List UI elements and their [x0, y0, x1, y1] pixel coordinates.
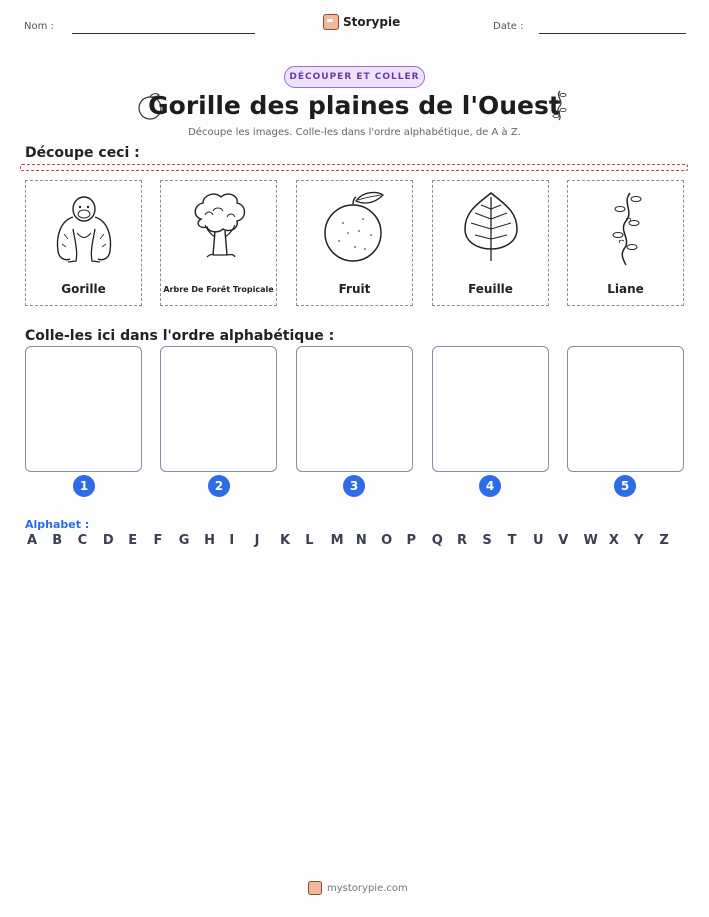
paste-slot-5[interactable] — [567, 346, 684, 472]
alphabet-letter: R — [457, 533, 468, 548]
alphabet-letter: S — [482, 533, 492, 548]
alphabet-letter: Q — [431, 533, 443, 548]
alphabet-letter: W — [583, 533, 598, 548]
vine-decoration-icon — [551, 89, 569, 121]
card-label: Liane — [607, 282, 644, 296]
alphabet-letter: I — [229, 533, 235, 548]
cut-card-feuille[interactable] — [432, 180, 549, 306]
paste-slot-1[interactable] — [25, 346, 142, 472]
alphabet-letter: T — [507, 533, 517, 548]
alphabet-label: Alphabet : — [25, 518, 90, 531]
brand — [323, 14, 400, 30]
footer — [308, 881, 408, 895]
date-label: Date : — [493, 21, 524, 32]
cut-card-gorille[interactable] — [25, 180, 142, 306]
cut-card-arbre[interactable] — [160, 180, 277, 306]
name-label: Nom : — [24, 21, 54, 32]
alphabet-letter: D — [102, 533, 114, 548]
cut-section-label: Découpe ceci : — [25, 145, 140, 161]
alphabet-letter: E — [128, 533, 138, 548]
alphabet-letter: K — [279, 533, 291, 548]
card-label: Gorille — [61, 282, 106, 296]
storypie-logo-icon — [323, 14, 339, 30]
alphabet-letter: U — [532, 533, 544, 548]
date-line — [539, 33, 686, 34]
brand-name: Storypie — [343, 15, 401, 29]
vine-icon — [586, 189, 666, 269]
card-label: Feuille — [468, 282, 513, 296]
alphabet-letter: Y — [634, 533, 644, 548]
alphabet-letter: L — [305, 533, 314, 548]
alphabet-letter: G — [178, 533, 190, 548]
leaf-icon — [451, 189, 531, 269]
alphabet-letter: V — [558, 533, 569, 548]
alphabet-letter: F — [153, 533, 163, 548]
paste-slot-2[interactable] — [160, 346, 277, 472]
footer-url[interactable]: mystorypie.com — [327, 882, 408, 894]
alphabet-letter: O — [381, 533, 393, 548]
cut-card-liane[interactable] — [567, 180, 684, 306]
alphabet-letter: H — [204, 533, 215, 548]
page-title: Gorille des plaines de l'Ouest — [148, 91, 561, 120]
slot-number-badge: 2 — [208, 475, 230, 497]
cut-dashed-line — [20, 164, 688, 171]
card-label: Fruit — [338, 282, 371, 296]
paste-section-label: Colle-les ici dans l'ordre alphabétique : — [25, 328, 335, 344]
alphabet-letter: X — [608, 533, 619, 548]
orange-fruit-icon — [315, 189, 395, 269]
tree-icon — [179, 189, 259, 269]
alphabet-letter: P — [406, 533, 416, 548]
slot-number-badge: 3 — [343, 475, 365, 497]
slot-number-badge: 4 — [479, 475, 501, 497]
paste-slot-3[interactable] — [296, 346, 413, 472]
alphabet-letter: M — [330, 533, 344, 548]
card-label: Arbre De Forêt Tropicale — [163, 285, 274, 294]
alphabet-letter: B — [52, 533, 63, 548]
slot-number-badge: 5 — [614, 475, 636, 497]
alphabet-letter: Z — [659, 533, 669, 548]
alphabet-letter: A — [27, 533, 38, 548]
paste-slot-4[interactable] — [432, 346, 549, 472]
activity-badge: DÉCOUPER ET COLLER — [284, 66, 425, 88]
alphabet-letter: C — [77, 533, 88, 548]
slot-number-badge: 1 — [73, 475, 95, 497]
instructions: Découpe les images. Colle-les dans l'ordre alphabétique, de A à Z. — [188, 127, 521, 138]
alphabet-letter: N — [355, 533, 367, 548]
gorilla-icon — [44, 189, 124, 269]
cut-card-fruit[interactable] — [296, 180, 413, 306]
name-line — [72, 33, 255, 34]
alphabet-letter: J — [254, 533, 260, 548]
storypie-logo-icon — [308, 881, 322, 895]
alphabet-row — [27, 533, 685, 548]
